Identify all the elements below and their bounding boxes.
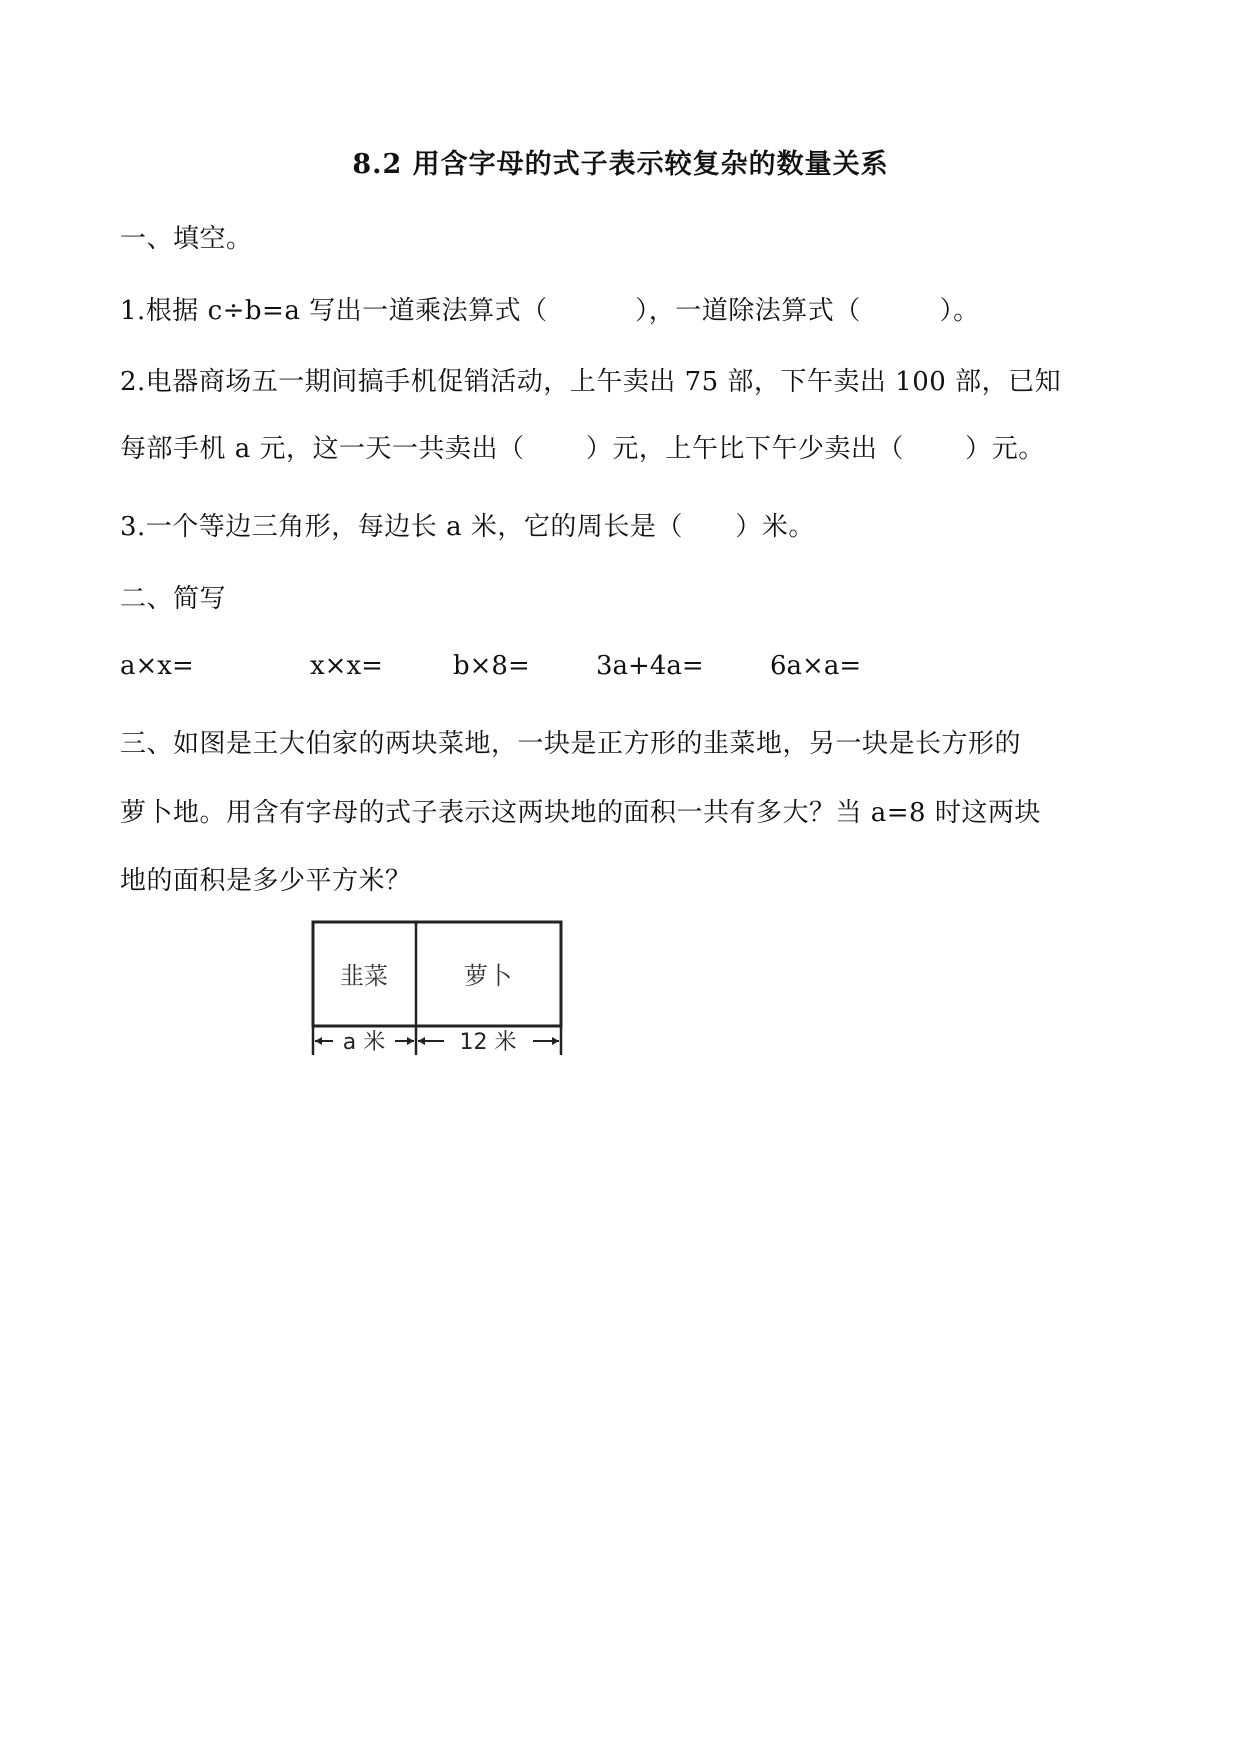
shorthand-item: b×8=: [453, 651, 530, 681]
dim-arrowhead: [407, 1037, 414, 1045]
question-2-line1: 2.电器商场五一期间搞手机促销活动，上午卖出 75 部，下午卖出 100 部，已知: [120, 367, 1062, 397]
plot-label-left: 韭菜: [340, 962, 388, 990]
garden-figure: [307, 918, 565, 1058]
section3-line1: 三、如图是王大伯家的两块菜地，一块是正方形的韭菜地，另一块是长方形的: [120, 729, 1022, 759]
section3-line2: 萝卜地。用含有字母的式子表示这两块地的面积一共有多大？当 a=8 时这两块: [120, 798, 1041, 828]
dim-label-right: 12 米: [459, 1030, 517, 1055]
question-1: 1.根据 c÷b=a 写出一道乘法算式（ ），一道除法算式（ ）。: [120, 296, 980, 326]
section3-line3: 地的面积是多少平方米？: [120, 866, 412, 896]
shorthand-item: a×x=: [120, 651, 194, 681]
section2-heading: 二、简写: [120, 584, 227, 614]
garden-diagram: [307, 918, 565, 1058]
dim-arrowhead: [315, 1037, 322, 1045]
question-3: 3.一个等边三角形，每边长 a 米，它的周长是（ ）米。: [120, 512, 815, 542]
shorthand-item: x×x=: [310, 651, 383, 681]
plot-label-right: 萝卜: [464, 962, 512, 990]
shorthand-row: [120, 651, 1120, 687]
section1-heading: 一、填空。: [120, 224, 253, 254]
dim-arrowhead: [552, 1037, 559, 1045]
shorthand-item: 3a+4a=: [596, 651, 704, 681]
dim-label-left: a 米: [342, 1030, 386, 1055]
page-title: 8.2 用含字母的式子表示较复杂的数量关系: [352, 149, 889, 180]
question-2-line2: 每部手机 a 元，这一天一共卖出（ ）元，上午比下午少卖出（ ）元。: [120, 434, 1045, 464]
dim-arrowhead: [418, 1037, 425, 1045]
shorthand-item: 6a×a=: [770, 651, 862, 681]
